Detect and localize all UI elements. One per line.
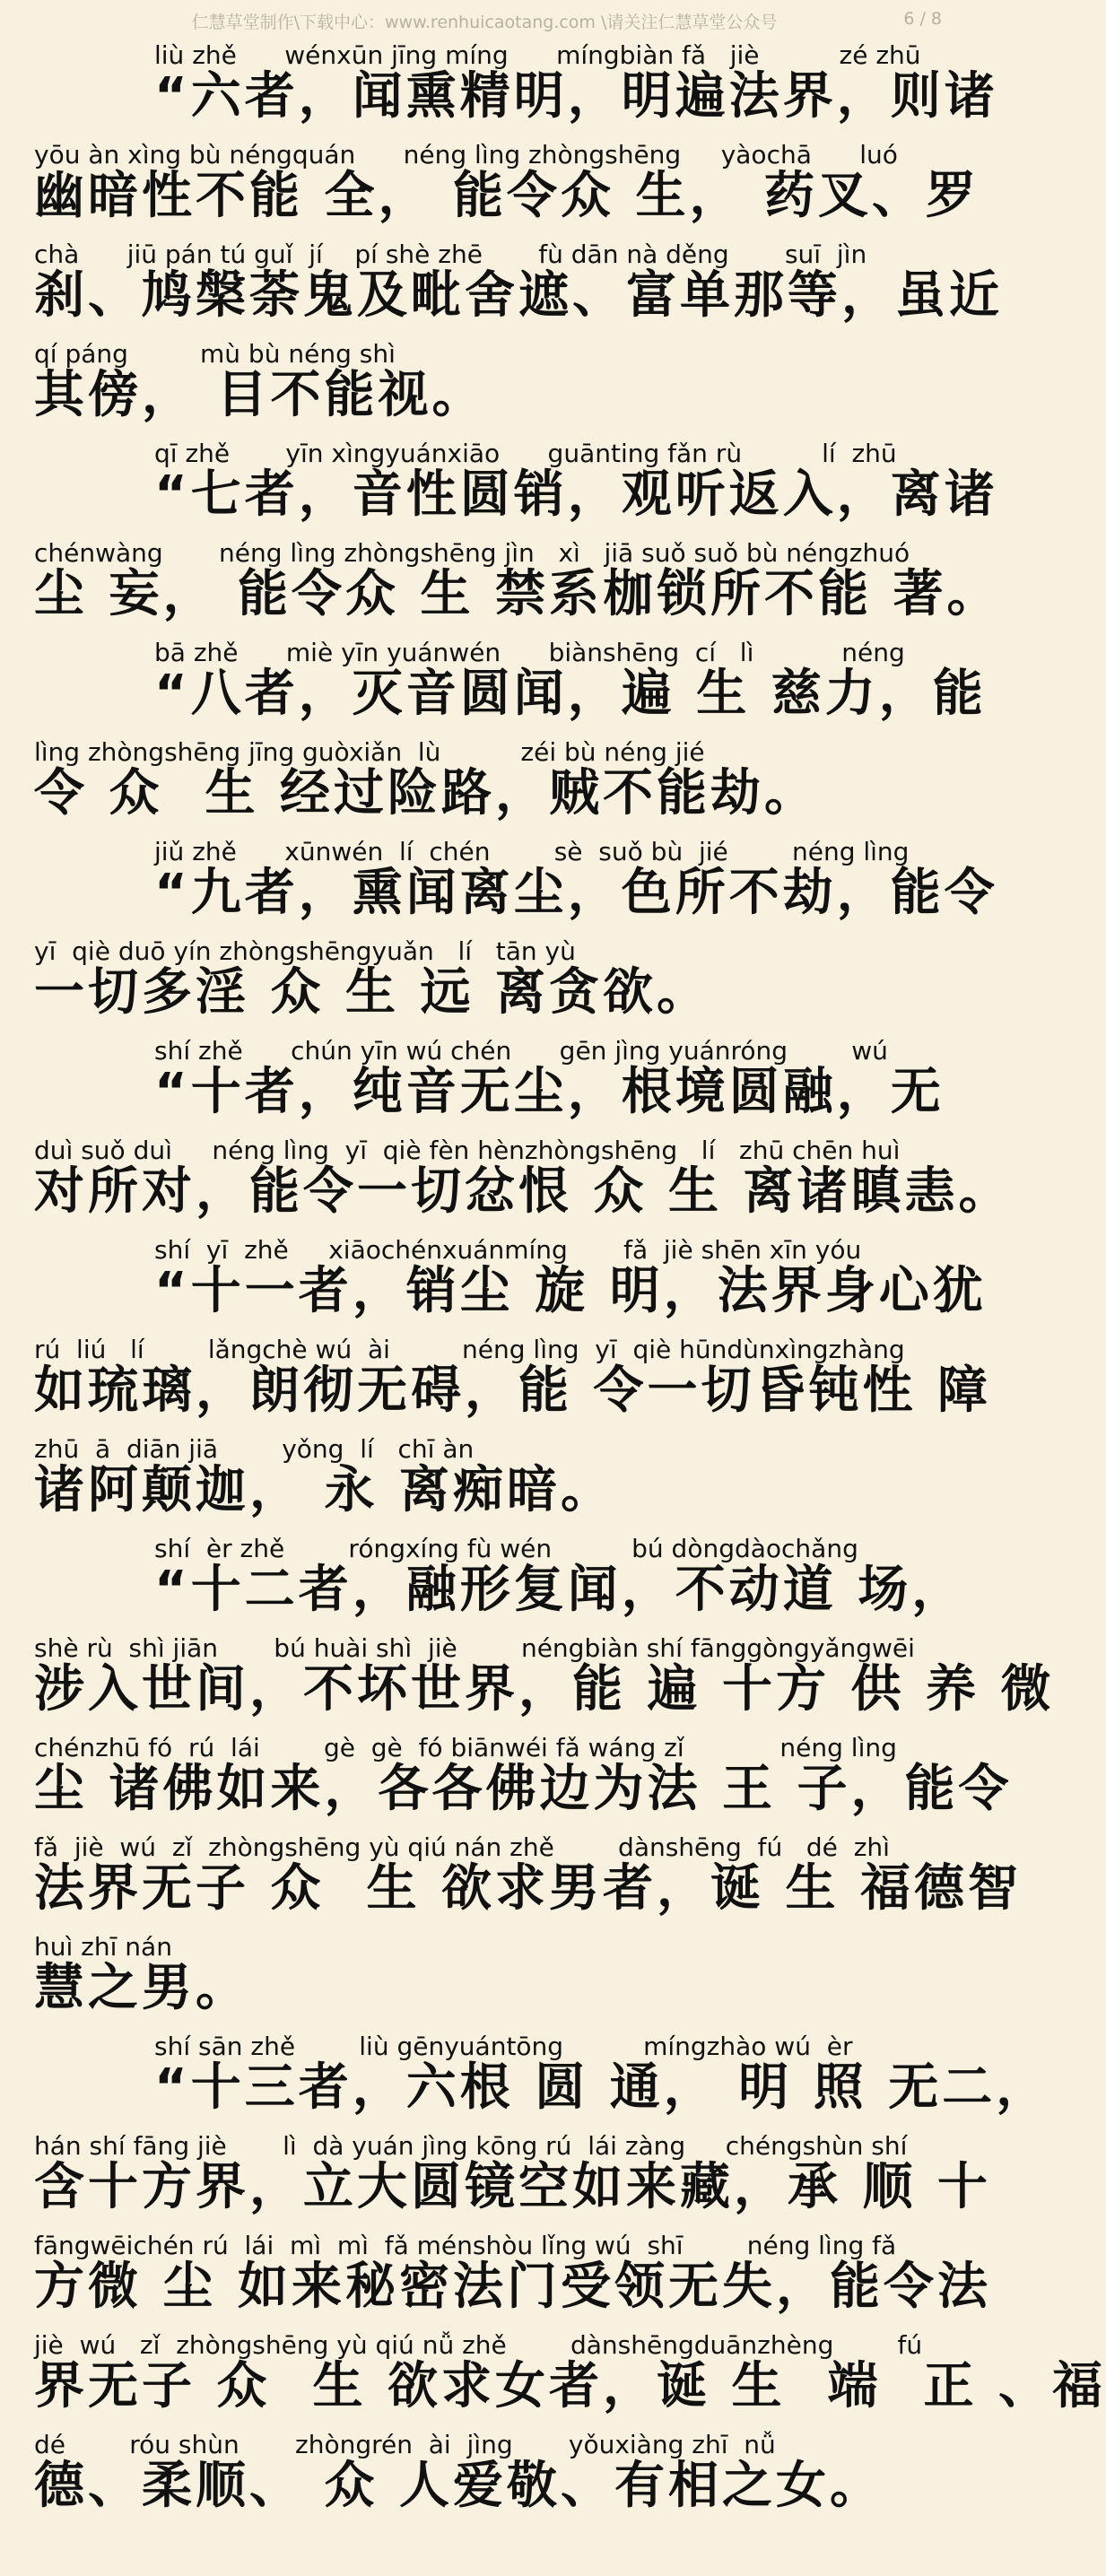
chinese-text: 界无子 众 生 欲求女者，诞 生 端 正 、福 bbox=[34, 2357, 1106, 2415]
chinese-text: “十三者，六根 圆 通， 明 照 无二， bbox=[154, 2058, 1050, 2117]
pinyin-annotation: shè rù shì jiān bú huài shì jiè néngbiàn shí fānggòngyǎngwēi bbox=[34, 1633, 915, 1663]
chinese-text: 尘 妄， 能令众 生 禁系枷锁所不能 著。 bbox=[34, 565, 1001, 623]
text-line bbox=[0, 1632, 1055, 1732]
pinyin-annotation: bā zhě miè yīn yuánwén biànshēng cí lì néng bbox=[154, 638, 905, 667]
chinese-text: 诸阿颠迦， 永 离痴暗。 bbox=[34, 1461, 614, 1519]
chinese-text: 方微 尘 如来秘密法门受领无失，能令法 bbox=[34, 2258, 991, 2316]
chinese-text: 德、柔顺、 众 人爱敬、有相之女。 bbox=[34, 2457, 884, 2515]
chinese-text: 对所对，能令一切忿恨 众 生 离诸瞋恚。 bbox=[34, 1162, 1013, 1221]
pinyin-annotation: chénzhū fó rú lái gè gè fó biānwéi fǎ wáng zǐ néng lìng bbox=[34, 1733, 897, 1762]
pinyin-annotation: huì zhī nán bbox=[34, 1932, 172, 1962]
text-line bbox=[0, 139, 980, 239]
chinese-text: 一切多淫 众 生 远 离贪欲。 bbox=[34, 963, 710, 1022]
chinese-text: 令 众 生 经过险路，贼不能劫。 bbox=[34, 764, 818, 822]
scripture-text-body bbox=[0, 39, 1106, 2528]
chinese-text: “十二者，融形复闻，不动道 场， bbox=[154, 1561, 966, 1619]
text-line bbox=[0, 1732, 1013, 1832]
text-line bbox=[0, 1533, 969, 1632]
text-line bbox=[0, 338, 969, 438]
chinese-text: “七者，音性圆销，观听返入，离诸 bbox=[154, 466, 998, 524]
pinyin-annotation: qí páng mù bù néng shì bbox=[34, 339, 396, 369]
pinyin-annotation: liù zhě wénxūn jīng míng míngbiàn fǎ jiè zé zhū bbox=[154, 40, 921, 70]
chinese-text: “十者，纯音无尘，根境圆融，无 bbox=[154, 1063, 945, 1121]
pinyin-annotation: jiǔ zhě xūnwén lí chén sè suǒ bù jié néng lìng bbox=[154, 837, 910, 866]
pinyin-annotation: chénwàng néng lìng zhòngshēng jìn xì jiā suǒ suǒ bù néngzhuó bbox=[34, 538, 910, 568]
pinyin-annotation: shí sān zhě liù gēnyuántōng míngzhào wú èr bbox=[154, 2032, 853, 2061]
chinese-text: 幽暗性不能 全， 能令众 生， 药叉、罗 bbox=[34, 167, 980, 225]
chinese-text: “九者，熏闻离尘，色所不劫，能令 bbox=[154, 864, 998, 922]
text-line bbox=[0, 637, 987, 736]
pinyin-annotation: yī qiè duō yín zhòngshēngyuǎn lí tān yù bbox=[34, 936, 576, 966]
pinyin-annotation: shí zhě chún yīn wú chén gēn jìng yuánróng wú bbox=[154, 1036, 888, 1066]
chinese-text: “十一者，销尘 旋 明，法界身心犹 bbox=[154, 1262, 987, 1320]
text-line bbox=[0, 1035, 969, 1135]
pinyin-annotation: lìng zhòngshēng jīng guòxiǎn lù zéi bù néng jié bbox=[34, 737, 705, 767]
text-line bbox=[0, 2329, 1106, 2429]
chinese-text: 慧之男。 bbox=[34, 1959, 249, 2017]
pinyin-annotation: rú liú lí lǎngchè wú ài néng lìng yī qiè hūndùnxìngzhàng bbox=[34, 1335, 905, 1364]
text-line bbox=[0, 1234, 987, 1334]
pinyin-annotation: hán shí fāng jiè lì dà yuán jìng kōng rú lái zàng chéngshùn shí bbox=[34, 2131, 908, 2161]
chinese-text: 含十方界，立大圆镜空如来藏，承 顺 十 bbox=[34, 2158, 991, 2216]
pinyin-annotation: zhū ā diān jiā yǒng lí chī àn bbox=[34, 1434, 475, 1464]
pinyin-annotation: duì suǒ duì néng lìng yī qiè fèn hènzhòngshēng lí zhū chēn huì bbox=[34, 1136, 901, 1165]
chinese-text: 法界无子 众 生 欲求男者，诞 生 福德智 bbox=[34, 1859, 1022, 1918]
text-line bbox=[0, 438, 998, 537]
page-header bbox=[0, 0, 969, 39]
text-line bbox=[0, 1832, 1022, 1931]
text-line bbox=[0, 1334, 991, 1433]
text-line bbox=[0, 1931, 969, 2031]
pinyin-annotation: fǎ jiè wú zǐ zhòngshēng yù qiú nán zhě dànshēng fú dé zhì bbox=[34, 1832, 890, 1862]
text-line bbox=[0, 2429, 969, 2528]
chinese-text: 其傍， 目不能视。 bbox=[34, 366, 486, 424]
chinese-text: “六者，闻熏精明，明遍法界，则诸 bbox=[154, 67, 998, 126]
text-line bbox=[0, 2031, 1050, 2130]
text-line bbox=[0, 736, 969, 836]
pinyin-annotation: jiè wú zǐ zhòngshēng yù qiú nǚ zhě dànshēngduānzhèng fú bbox=[34, 2330, 923, 2360]
header-source-text: 仁慧草堂制作\下载中心：www.renhuicaotang.com \请关注仁慧草堂公众号 bbox=[191, 13, 778, 32]
pinyin-annotation: qī zhě yīn xìngyuánxiāo guānting fǎn rù lí zhū bbox=[154, 439, 897, 468]
text-line bbox=[0, 836, 998, 936]
pinyin-annotation: shí èr zhě róngxíng fù wén bú dòngdàochǎng bbox=[154, 1534, 858, 1563]
text-line bbox=[0, 2230, 991, 2329]
page-indicator: 6 / 8 bbox=[903, 9, 942, 29]
text-line bbox=[0, 936, 969, 1035]
chinese-text: 如琉璃，朗彻无碍，能 令一切昏钝性 障 bbox=[34, 1362, 991, 1420]
text-line bbox=[0, 39, 998, 139]
text-line bbox=[0, 1135, 1013, 1234]
pinyin-annotation: fāngwēichén rú lái mì mì fǎ ménshòu lǐng wú shī néng lìng fǎ bbox=[34, 2231, 897, 2260]
pinyin-annotation: chà jiū pán tú guǐ jí pí shè zhē fù dān nà děng suī jìn bbox=[34, 239, 867, 269]
text-line bbox=[0, 537, 1001, 637]
chinese-text: 尘 诸佛如来，各各佛边为法 王 子，能令 bbox=[34, 1760, 1013, 1818]
chinese-text: “八者，灭音圆闻，遍 生 慈力，能 bbox=[154, 665, 987, 723]
chinese-text: 涉入世间，不坏世界，能 遍 十方 供 养 微 bbox=[34, 1660, 1055, 1719]
text-line bbox=[0, 1433, 969, 1533]
pinyin-annotation: shí yī zhě xiāochénxuánmíng fǎ jiè shēn xīn yóu bbox=[154, 1235, 862, 1265]
pinyin-annotation: dé róu shùn zhòngrén ài jìng yǒuxiàng zhī nǚ bbox=[34, 2430, 776, 2459]
pinyin-annotation: yōu àn xìng bù néngquán néng lìng zhòngshēng yàochā luó bbox=[34, 140, 898, 170]
chinese-text: 刹、鸠槃荼鬼及毗舍遮、富单那等，虽近 bbox=[34, 266, 1003, 325]
text-line bbox=[0, 2130, 991, 2230]
text-line bbox=[0, 239, 1003, 338]
